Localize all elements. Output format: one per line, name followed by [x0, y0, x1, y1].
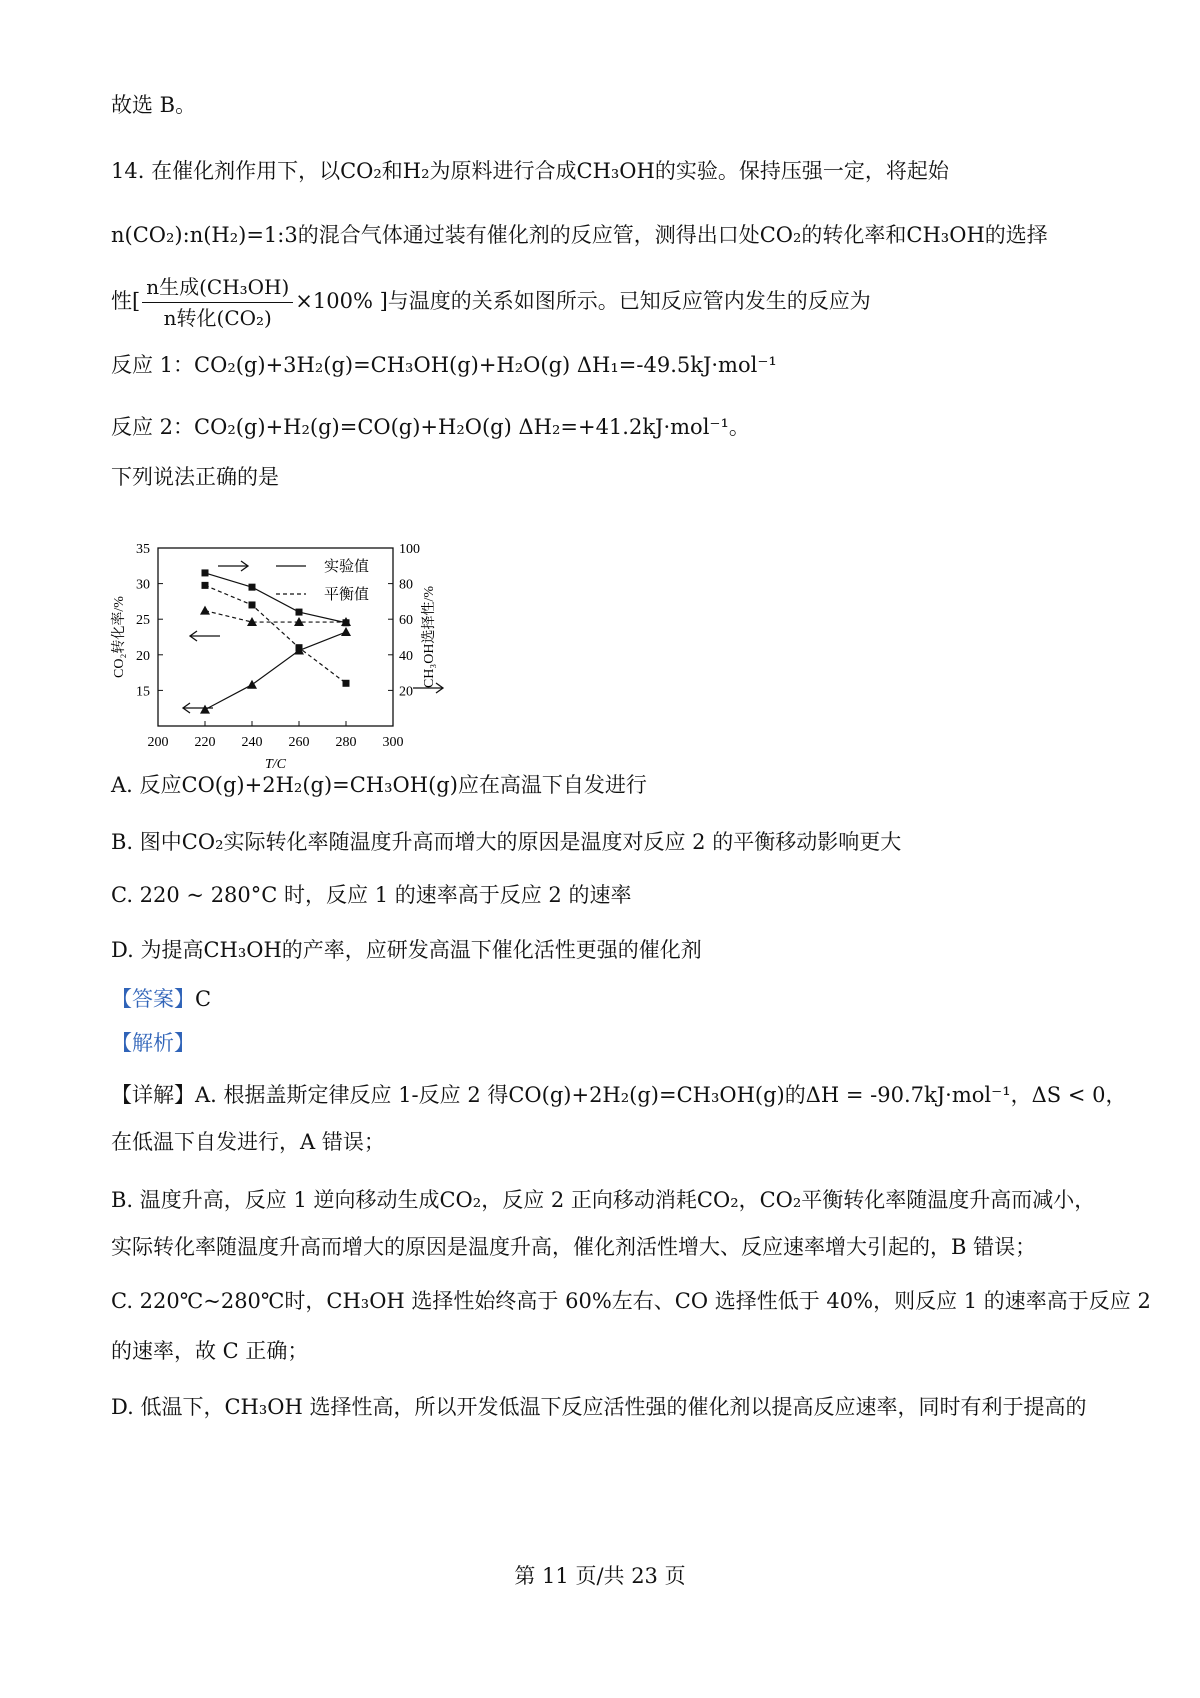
x-tick-label: 280: [335, 735, 357, 750]
y-right-tick-label: 100: [399, 542, 420, 557]
y-left-tick-label: 25: [136, 613, 150, 629]
x-tick-label: 220: [194, 735, 216, 750]
detail-tag: 【详解】: [111, 1083, 195, 1107]
x-tick-label: 300: [382, 735, 404, 750]
series-line: [205, 611, 346, 622]
y-right-tick-label: 40: [399, 648, 413, 664]
detail-a: [111, 1080, 1126, 1110]
series-point: [202, 582, 209, 589]
series-point: [296, 644, 303, 651]
y-left-tick-label: 30: [136, 577, 150, 593]
question-intro-1: 14. 在催化剂作用下，以CO₂和H₂为原料进行合成CH₃OH的实验。保持压强一定，将起始: [111, 159, 949, 183]
y-right-axis-label: CH₃OH选择性/%: [422, 585, 437, 689]
y-right-tick-label: 80: [399, 577, 413, 593]
y-right-tick-label: 60: [399, 613, 413, 629]
series-point: [343, 680, 350, 687]
detail-b-2: 实际转化率随温度升高而增大的原因是温度升高，催化剂活性增大、反应速率增大引起的，B 错误；: [111, 1235, 1037, 1259]
analysis-tag: 【解析】: [111, 1031, 195, 1055]
fraction-numerator: n生成(CH₃OH): [142, 274, 293, 303]
page-footer: 第 11 页/共 23 页: [514, 1564, 686, 1588]
legend-equilibrium: 平衡值: [324, 587, 370, 603]
prev-conclusion: 故选 B。: [111, 93, 197, 117]
intro-3-suffix: ×100% ]与温度的关系如图所示。已知反应管内发生的反应为: [295, 289, 871, 313]
detail-d: D. 低温下，CH₃OH 选择性高，所以开发低温下反应活性强的催化剂以提高反应速率，同时有利于提高的: [111, 1395, 1087, 1419]
option-b: B. 图中CO₂实际转化率随温度升高而增大的原因是温度对反应 2 的平衡移动影响更大: [111, 830, 902, 854]
option-a: A. 反应CO(g)+2H₂(g)=CH₃OH(g)应在高温下自发进行: [111, 773, 647, 797]
detail-b: B. 温度升高，反应 1 逆向移动生成CO₂，反应 2 正向移动消耗CO₂，CO₂平衡转化率随温度升高而减小，: [111, 1188, 1096, 1212]
option-d: D. 为提高CH₃OH的产率，应研发高温下催化活性更强的催化剂: [111, 938, 702, 962]
x-tick-label: 260: [288, 735, 310, 750]
y-right-tick-label: 20: [399, 684, 413, 700]
detail-c-2: 的速率，故 C 正确；: [111, 1339, 309, 1363]
series-point: [296, 609, 303, 616]
series-point: [247, 680, 257, 689]
series-point: [341, 627, 351, 636]
legend-experimental: 实验值: [324, 559, 370, 575]
y-left-axis-label: CO₂转化率/%: [112, 596, 127, 678]
detail-a-2: 在低温下自发进行，A 错误；: [111, 1130, 385, 1154]
reaction-1: 反应 1：CO₂(g)+3H₂(g)=CH₃OH(g)+H₂O(g) ΔH₁=-49.5kJ·mol⁻¹: [111, 353, 777, 377]
option-c: C. 220 ~ 280°C 时，反应 1 的速率高于反应 2 的速率: [111, 883, 632, 907]
question-prompt: 下列说法正确的是: [111, 465, 279, 489]
question-intro-2: n(CO₂):n(H₂)=1:3的混合气体通过装有催化剂的反应管，测得出口处CO₂的转化率和CH₃OH的选择: [111, 223, 1048, 247]
detail-a-text: A. 根据盖斯定律反应 1-反应 2 得CO(g)+2H₂(g)=CH₃OH(g)的ΔH = -90.7kJ·mol⁻¹，ΔS < 0，: [195, 1083, 1127, 1107]
answer-tag: 【答案】: [111, 987, 195, 1011]
y-left-tick-label: 15: [136, 684, 150, 700]
series-point: [202, 569, 209, 576]
intro-3-prefix: 性[: [111, 289, 141, 313]
series-point: [249, 584, 256, 591]
series-point: [200, 705, 210, 714]
series-point: [249, 601, 256, 608]
reaction-2: 反应 2：CO₂(g)+H₂(g)=CO(g)+H₂O(g) ΔH₂=+41.2kJ·mol⁻¹。: [111, 415, 750, 439]
series-line: [205, 632, 346, 710]
x-tick-label: 200: [147, 735, 169, 750]
detail-c: C. 220℃~280℃时，CH₃OH 选择性始终高于 60%左右、CO 选择性低于 40%，则反应 1 的速率高于反应 2: [111, 1289, 1151, 1313]
question-intro-3: [111, 270, 871, 332]
fraction-denominator: n转化(CO₂): [163, 306, 272, 330]
selectivity-fraction: [142, 274, 293, 331]
answer-line: [111, 984, 211, 1014]
series-point: [200, 606, 210, 615]
series-point: [343, 619, 350, 626]
y-left-tick-label: 20: [136, 648, 150, 664]
x-tick-label: 240: [241, 735, 263, 750]
answer-value: C: [195, 987, 212, 1011]
y-left-tick-label: 35: [136, 542, 150, 557]
x-axis-label: T/C: [264, 757, 287, 772]
